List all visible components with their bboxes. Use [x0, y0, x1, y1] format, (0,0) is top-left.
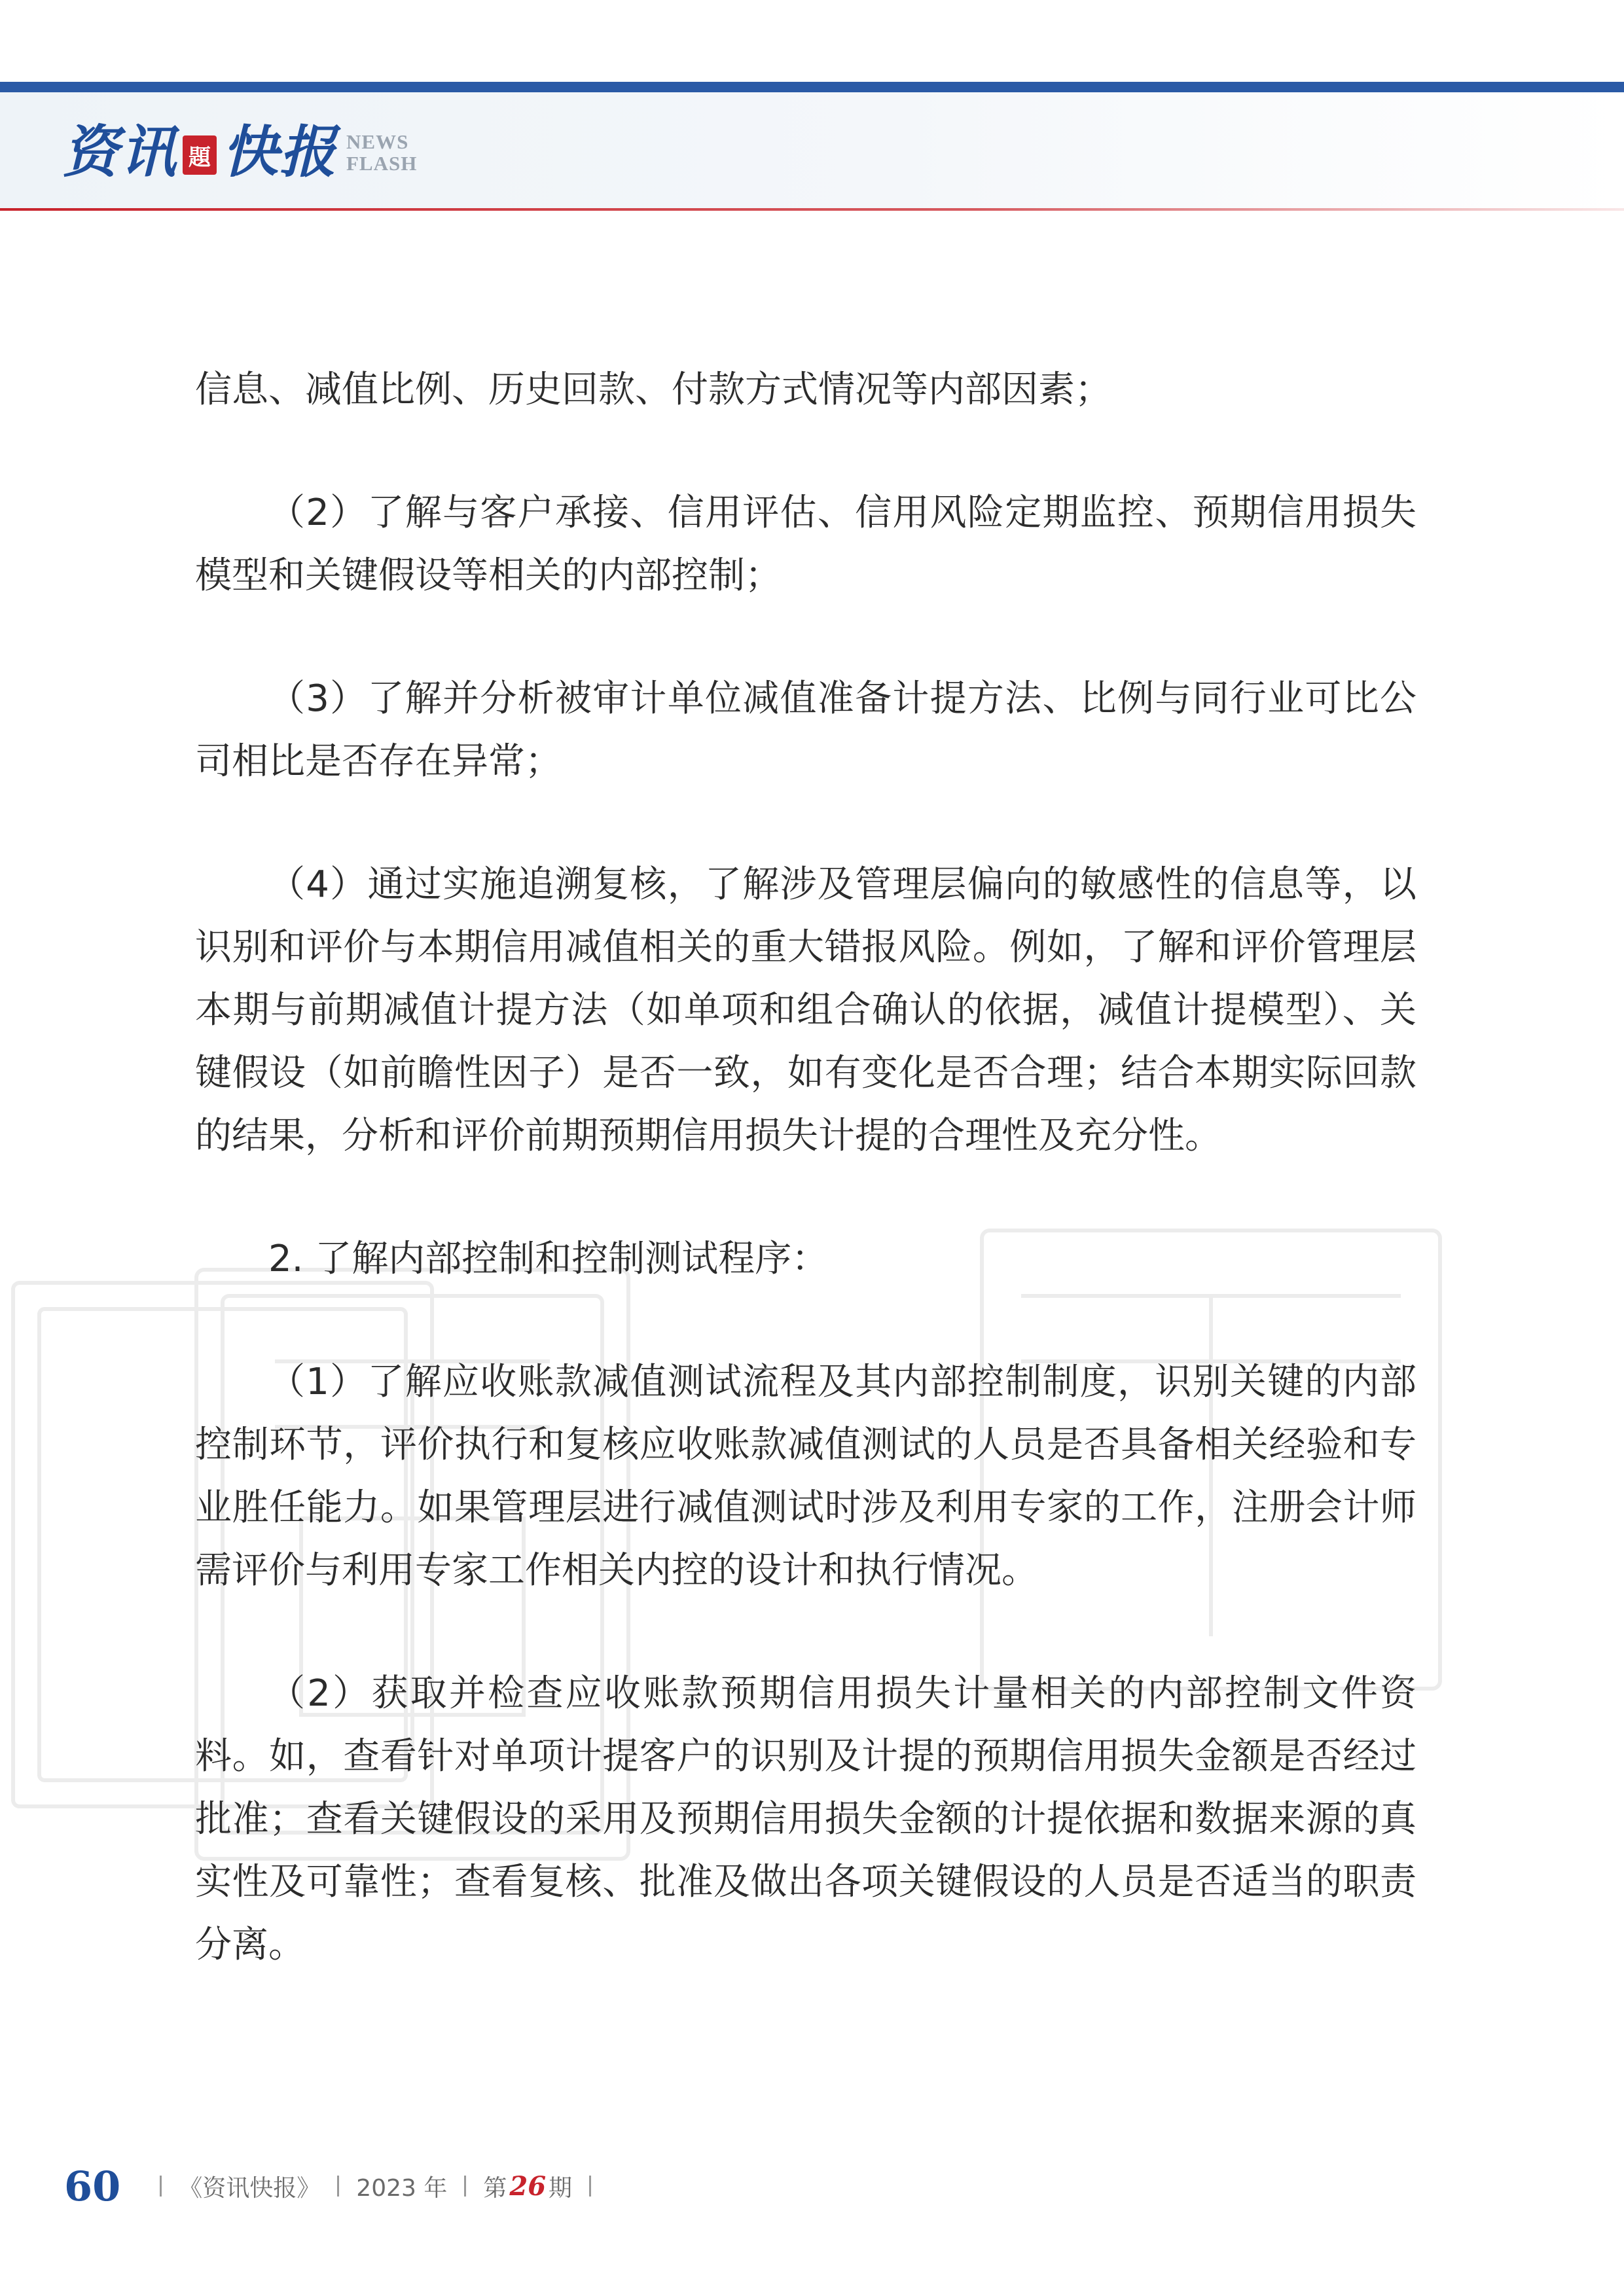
paragraph-item-4: （4）通过实施追溯复核，了解涉及管理层偏向的敏感性的信息等，以识别和评价与本期信用减值相关的重大错报风险。例如，了解和评价管理层本期与前期减值计提方法（如单项和组合确认的依据，减值计提模型）、关键假设（如前瞻性因子）是否一致，如有变化是否合理；结合本期实际回款的结果，分析和评价前期预期信用损失计提的合理性及充分性。 [195, 863, 1416, 1157]
footer-separator [160, 2176, 162, 2197]
header-top-bar [0, 82, 1624, 92]
article-body [195, 359, 1416, 1977]
section-heading-2: 2. 了解内部控制和控制测试程序： [268, 1238, 829, 1280]
logo-english-line-2: FLASH [346, 152, 418, 175]
paragraph-control-1: （1）了解应收账款减值测试流程及其内部控制制度，识别关键的内部控制环节，评价执行和复核应收账款减值测试的人员是否具备相关经验和专业胜任能力。如果管理层进行减值测试时涉及利用专家的工作，注册会计师需评价与利用专家工作相关内控的设计和执行情况。 [195, 1361, 1416, 1592]
issue-prefix: 第 [483, 2174, 507, 2202]
paragraph-continuation: 信息、减值比例、历史回款、付款方式情况等内部因素； [195, 368, 1111, 411]
masthead-logo [62, 117, 417, 188]
footer-separator [337, 2176, 339, 2197]
issue-number: 26 [509, 2170, 547, 2202]
issue-label [483, 2170, 572, 2203]
page-number: 60 [64, 2162, 121, 2210]
issue-suffix: 期 [549, 2174, 573, 2202]
logo-english [346, 131, 417, 174]
publication-year: 2023 年 [356, 2174, 448, 2202]
paragraph-item-2: （2）了解与客户承接、信用评估、信用风险定期监控、预期信用损失模型和关键假设等相关的内部控制； [195, 492, 1416, 597]
header-divider [0, 208, 1624, 211]
logo-seal: 題 [183, 135, 217, 175]
page-footer [64, 2157, 608, 2215]
logo-english-line-1: NEWS [346, 130, 409, 153]
publication-name: 《资讯快报》 [179, 2174, 321, 2202]
footer-separator [464, 2176, 466, 2197]
logo-title-left: 资讯 [62, 119, 177, 185]
paragraph-item-3: （3）了解并分析被审计单位减值准备计提方法、比例与同行业可比公司相比是否存在异常； [195, 677, 1416, 783]
paragraph-control-2: （2）获取并检查应收账款预期信用损失计量相关的内部控制文件资料。如，查看针对单项计提客户的识别及计提的预期信用损失金额是否经过批准；查看关键假设的采用及预期信用损失金额的计提依据和数据来源的真实性及可靠性；查看复核、批准及做出各项关键假设的人员是否适当的职责分离。 [195, 1672, 1416, 1966]
logo-title-right: 快报 [222, 119, 337, 185]
footer-separator [589, 2176, 591, 2197]
